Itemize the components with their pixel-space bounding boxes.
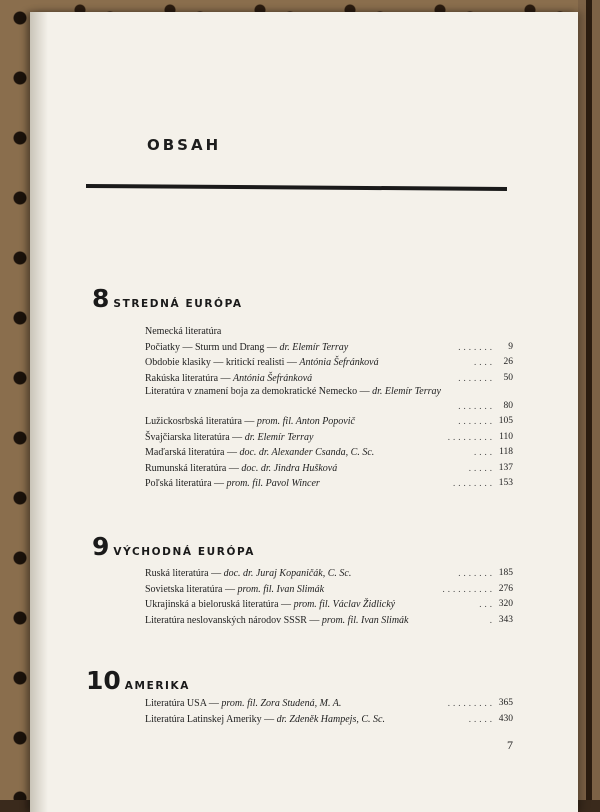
leader-dots: ....... bbox=[458, 341, 495, 352]
leader-dots: ......... bbox=[447, 431, 495, 442]
section-title: AMERIKA bbox=[124, 680, 190, 692]
leader-dots: ....... bbox=[458, 568, 495, 578]
entry-author: prom. fil. Václav Židlický bbox=[293, 599, 396, 610]
background-fabric-edge bbox=[578, 0, 600, 800]
entry-author: dr. Zdeněk Hampejs, C. Sc. bbox=[276, 713, 385, 725]
leader-dots: ....... bbox=[458, 401, 495, 411]
leader-dots: .... bbox=[474, 447, 495, 457]
entry-page: 320 bbox=[498, 599, 513, 609]
section-title: VÝCHODNÁ EURÓPA bbox=[113, 546, 256, 558]
entry-page: 110 bbox=[499, 431, 513, 442]
entry-author: prom. fil. Ivan Slimák bbox=[321, 614, 409, 626]
toc-entry[interactable] bbox=[145, 696, 513, 712]
entry-page: 343 bbox=[498, 614, 513, 625]
page-binding-shadow bbox=[30, 12, 48, 812]
entry-page: 137 bbox=[498, 462, 513, 473]
toc-entry[interactable] bbox=[145, 430, 513, 446]
entry-title: Švajčiarska literatúra — bbox=[145, 431, 245, 443]
entry-title: Maďarská literatúra — bbox=[145, 447, 240, 458]
section-entries bbox=[145, 566, 513, 628]
entry-title: Počiatky — Sturm und Drang — bbox=[145, 341, 280, 353]
entry-title: Lužickosrbská literatúra — bbox=[145, 416, 257, 427]
entry-title: Ruská literatúra — bbox=[145, 568, 224, 579]
leader-dots: ....... bbox=[458, 416, 495, 426]
entry-title: Obdobie klasiky — kritickí realisti — bbox=[145, 357, 300, 368]
toc-entry[interactable] bbox=[145, 340, 513, 356]
entry-author: dr. Elemír Terray bbox=[279, 341, 349, 353]
section-title: STREDNÁ EURÓPA bbox=[113, 298, 243, 310]
toc-entry[interactable] bbox=[145, 371, 513, 387]
entry-author: prom. fil. Anton Popovič bbox=[256, 416, 355, 427]
entry-author: Antónia Šefránková bbox=[299, 357, 379, 368]
entry-page: 26 bbox=[503, 357, 513, 367]
entry-page: 365 bbox=[498, 698, 513, 708]
toc-entry[interactable] bbox=[145, 445, 513, 461]
toc-entry[interactable] bbox=[145, 386, 513, 414]
entry-author: prom. fil. Pavol Wincer bbox=[226, 478, 320, 489]
entry-author: dr. Elemír Terray bbox=[244, 431, 314, 443]
entry-page: 430 bbox=[498, 713, 513, 724]
section-entries bbox=[145, 324, 513, 492]
entry-page: 153 bbox=[498, 478, 513, 488]
entry-page: 105 bbox=[498, 416, 513, 426]
entry-author: prom. fil. Ivan Slimák bbox=[237, 583, 325, 595]
entry-page: 276 bbox=[498, 583, 513, 594]
toc-entry[interactable] bbox=[145, 712, 513, 728]
leader-dots: ..... bbox=[468, 462, 495, 473]
leader-dots: ... bbox=[479, 599, 495, 609]
section-number: 10 bbox=[86, 666, 121, 695]
entry-title: Ukrajinská a bieloruská literatúra — bbox=[145, 599, 294, 610]
entry-title: Sovietska literatúra — bbox=[145, 583, 238, 595]
toc-entry[interactable] bbox=[145, 414, 513, 430]
entry-author: doc. dr. Alexander Csanda, C. Sc. bbox=[239, 447, 375, 458]
toc-entry[interactable] bbox=[145, 613, 513, 629]
leader-dots: ......... bbox=[447, 698, 495, 708]
entry-author: doc. dr. Jindra Hušková bbox=[241, 462, 338, 474]
entry-title: Literatúra USA — bbox=[145, 698, 222, 709]
section-heading bbox=[92, 284, 243, 313]
entry-author: prom. fil. Zora Studená, M. A. bbox=[221, 698, 342, 709]
toc-entry[interactable] bbox=[145, 355, 513, 371]
toc-entry[interactable] bbox=[145, 461, 513, 477]
entry-page: 118 bbox=[499, 447, 513, 457]
section-heading bbox=[92, 532, 255, 561]
entry-page: 9 bbox=[508, 341, 513, 352]
entry-title: Poľská literatúra — bbox=[145, 478, 227, 489]
page-number: 7 bbox=[507, 738, 513, 752]
toc-entry[interactable] bbox=[145, 582, 513, 598]
section-heading bbox=[86, 666, 190, 695]
entry-title: Rakúska literatúra — bbox=[145, 372, 234, 384]
entry-page: 185 bbox=[498, 568, 513, 578]
entry-author: doc. dr. Juraj Kopaničák, C. Sc. bbox=[223, 568, 352, 579]
entry-author: dr. Elemír Terray bbox=[372, 386, 441, 397]
leader-dots: .... bbox=[474, 357, 495, 367]
entry-author: Antónia Šefránková bbox=[233, 372, 313, 384]
leader-dots: ....... bbox=[458, 372, 495, 383]
toc-entry[interactable] bbox=[145, 566, 513, 582]
page-title: OBSAH bbox=[147, 136, 222, 154]
section-number: 8 bbox=[92, 284, 110, 313]
toc-entry bbox=[145, 324, 513, 340]
entry-title: Literatúra neslovanských národov SSSR — bbox=[145, 614, 322, 626]
toc-entry[interactable] bbox=[145, 476, 513, 492]
leader-dots: ........ bbox=[453, 478, 495, 488]
section-entries bbox=[145, 696, 513, 727]
section-number: 9 bbox=[92, 532, 110, 561]
entry-page: 80 bbox=[503, 401, 513, 411]
leader-dots: .......... bbox=[442, 583, 495, 594]
leader-dots: . bbox=[489, 614, 495, 625]
entry-title: Rumunská literatúra — bbox=[145, 462, 242, 474]
entry-title: Literatúra v znamení boja za demokratické Nemecko — bbox=[145, 386, 373, 397]
entry-page: 50 bbox=[503, 372, 513, 383]
entry-title: Literatúra Latinskej Ameriky — bbox=[145, 713, 277, 725]
toc-entry[interactable] bbox=[145, 597, 513, 613]
leader-dots: ..... bbox=[468, 713, 495, 724]
entry-title: Nemecká literatúra bbox=[145, 326, 222, 337]
